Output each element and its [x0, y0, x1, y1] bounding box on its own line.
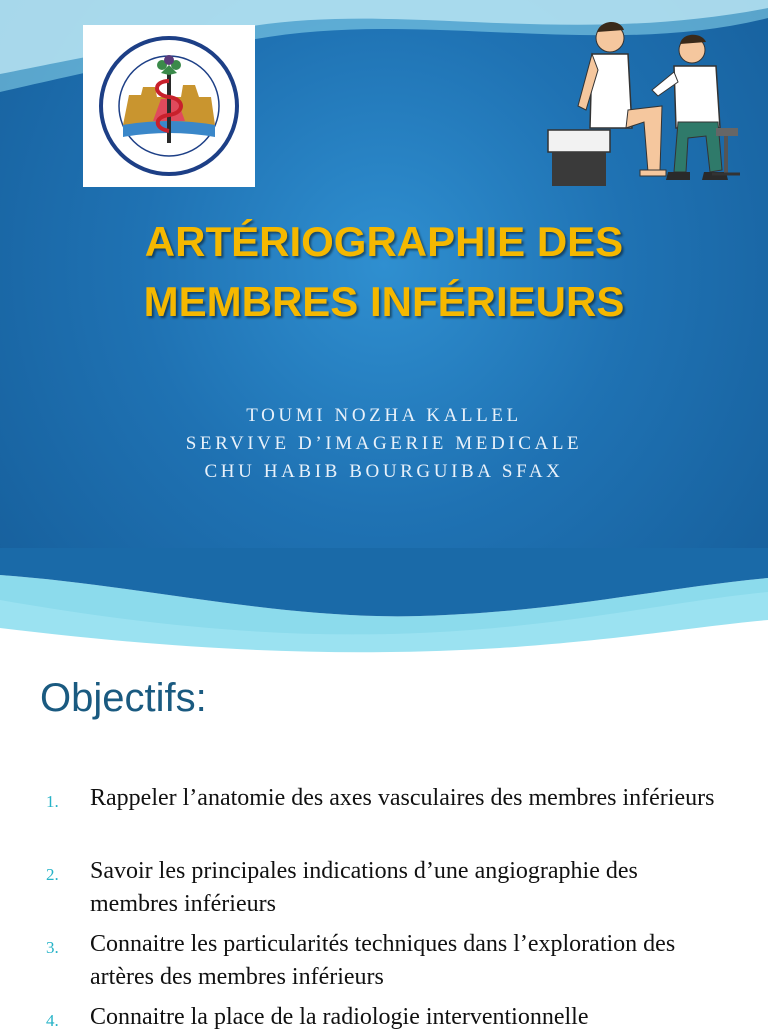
author-name: TOUMI NOZHA KALLEL [246, 405, 522, 426]
doctor-examining-patient-illustration [540, 10, 750, 192]
list-number: 1. [46, 792, 59, 811]
school-emblem-logo [83, 25, 255, 187]
objectives-slide [0, 662, 768, 1030]
service-name: SERVIVE D’IMAGERIE MEDICALE [185, 433, 583, 454]
list-text: Connaitre la place de la radiologie interventionnelle [90, 1004, 589, 1030]
list-number: 4. [46, 1011, 59, 1030]
objectives-heading: Objectifs: [40, 676, 207, 720]
list-text: Rappeler l’anatomie des axes vasculaires des membres inférieurs [90, 785, 715, 811]
title-line-1: ARTÉRIOGRAPHIE DES [144, 218, 624, 265]
hospital-name: CHU HABIB BOURGUIBA SFAX [204, 461, 564, 482]
list-number: 3. [46, 938, 59, 957]
title-line-2: MEMBRES INFÉRIEURS [143, 278, 625, 325]
list-text: Savoir les principales indications d’une angiographie des membres inférieurs [90, 858, 638, 917]
list-text: Connaitre les particularités techniques dans l’exploration des artères des membres inférieurs [90, 931, 676, 990]
list-number: 2. [46, 865, 59, 884]
